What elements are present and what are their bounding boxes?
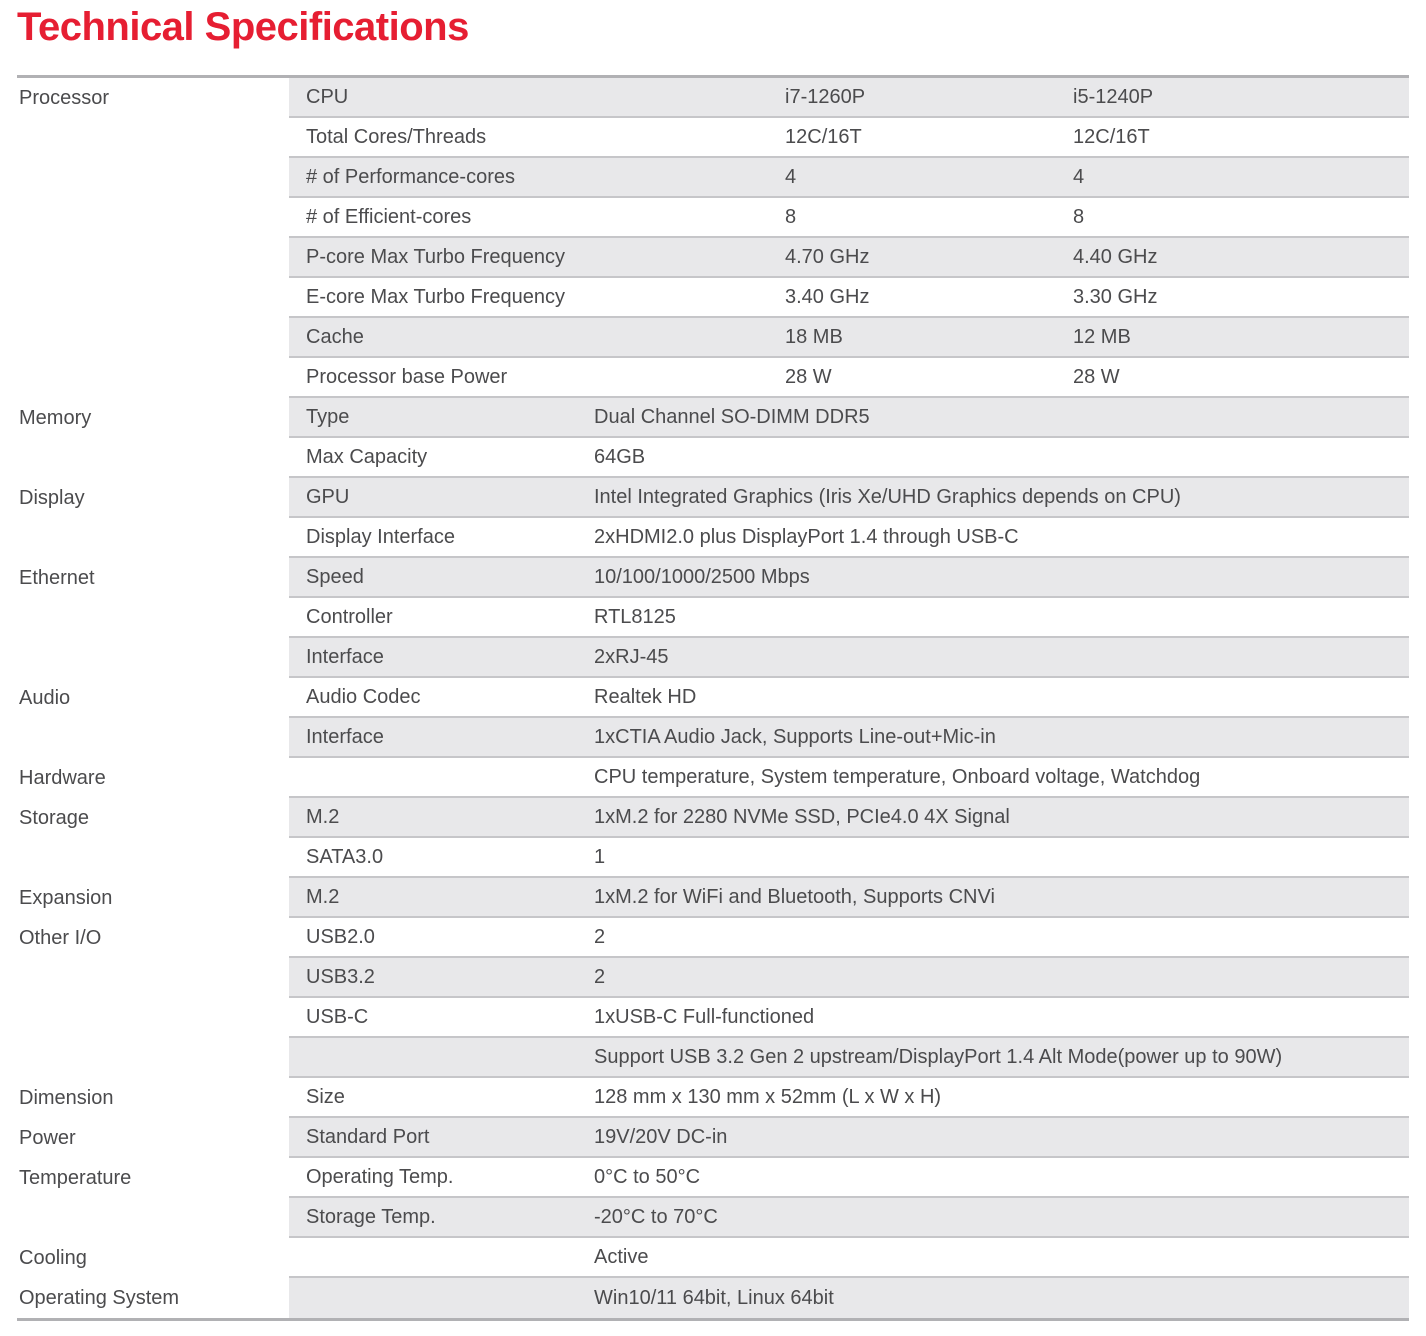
row-value: 1xCTIA Audio Jack, Supports Line-out+Mic-in	[594, 725, 996, 748]
row-stripe	[289, 558, 1409, 598]
category-label: Display	[19, 486, 85, 509]
row-stripe	[289, 238, 1409, 278]
row-value-1: 4	[785, 165, 797, 188]
table-row	[17, 1118, 1409, 1158]
row-stripe	[289, 678, 1409, 718]
row-value: 1	[594, 845, 606, 868]
row-value-1: 8	[785, 205, 797, 228]
row-stripe	[289, 518, 1409, 558]
row-label: Display Interface	[306, 525, 455, 548]
row-value-2: 4	[1073, 165, 1085, 188]
row-value: 1xUSB-C Full-functioned	[594, 1005, 815, 1028]
row-label: SATA3.0	[306, 845, 384, 868]
row-value: Support USB 3.2 Gen 2 upstream/DisplayPort 1.4 Alt Mode(power up to 90W)	[594, 1045, 1283, 1068]
category-label: Processor	[19, 86, 110, 109]
row-stripe	[289, 318, 1409, 358]
row-value-1: 28 W	[785, 365, 832, 388]
row-label: USB-C	[306, 1005, 369, 1028]
row-stripe	[289, 118, 1409, 158]
table-row	[17, 158, 1409, 198]
row-stripe	[289, 838, 1409, 878]
row-value: 64GB	[594, 445, 646, 468]
row-stripe	[289, 918, 1409, 958]
row-label	[289, 1238, 594, 1276]
row-stripe	[289, 758, 1409, 798]
category-label	[17, 998, 289, 1038]
table-row	[17, 1078, 1409, 1118]
category-label: Other I/O	[19, 926, 102, 949]
row-label: Total Cores/Threads	[306, 125, 487, 148]
row-stripe	[289, 1118, 1409, 1158]
row-label	[289, 1038, 594, 1076]
row-value-2: 28 W	[1073, 365, 1120, 388]
table-row	[17, 438, 1409, 478]
row-value-2: i5-1240P	[1073, 85, 1154, 108]
row-value-1: 3.40 GHz	[785, 285, 870, 308]
category-label: Temperature	[19, 1166, 132, 1189]
row-label: E-core Max Turbo Frequency	[306, 285, 565, 308]
row-value: Intel Integrated Graphics (Iris Xe/UHD Graphics depends on CPU)	[594, 485, 1181, 508]
category-label: Audio	[19, 686, 71, 709]
category-label	[17, 198, 289, 238]
table-row	[17, 678, 1409, 718]
table-row	[17, 998, 1409, 1038]
row-value: 2xRJ-45	[594, 645, 669, 668]
row-stripe	[289, 718, 1409, 758]
table-row	[17, 278, 1409, 318]
table-row	[17, 398, 1409, 438]
row-label: Max Capacity	[306, 445, 428, 468]
row-value-1: 12C/16T	[785, 125, 862, 148]
row-stripe	[289, 158, 1409, 198]
page-title: Technical Specifications	[17, 5, 469, 49]
row-label: USB2.0	[306, 925, 375, 948]
table-row	[17, 1198, 1409, 1238]
row-stripe	[289, 438, 1409, 478]
row-stripe	[289, 878, 1409, 918]
row-label: USB3.2	[306, 965, 375, 988]
category-label: Storage	[19, 806, 90, 829]
row-label: Speed	[306, 565, 364, 588]
row-stripe	[289, 278, 1409, 318]
row-label: Type	[306, 405, 350, 428]
row-stripe	[289, 958, 1409, 998]
row-stripe	[289, 398, 1409, 438]
row-label: Processor base Power	[306, 365, 508, 388]
table-row	[17, 1278, 1409, 1318]
row-value: CPU temperature, System temperature, Onboard voltage, Watchdog	[594, 765, 1201, 788]
row-value-1: 18 MB	[785, 325, 843, 348]
page-header	[17, 0, 1409, 75]
row-stripe	[289, 1158, 1409, 1198]
row-stripe	[289, 1278, 1409, 1318]
row-label: Controller	[306, 605, 393, 628]
row-value: 0°C to 50°C	[594, 1165, 701, 1188]
row-stripe	[289, 1238, 1409, 1278]
row-value: RTL8125	[594, 605, 676, 628]
row-stripe	[289, 78, 1409, 118]
category-label	[17, 438, 289, 478]
table-row	[17, 558, 1409, 598]
row-value-1: 4.70 GHz	[785, 245, 870, 268]
category-label	[17, 638, 289, 678]
category-label	[17, 118, 289, 158]
row-label: CPU	[306, 85, 349, 108]
table-row	[17, 718, 1409, 758]
row-label: Operating Temp.	[306, 1165, 454, 1188]
row-stripe	[289, 638, 1409, 678]
table-row	[17, 478, 1409, 518]
category-label	[17, 1038, 289, 1078]
table-row	[17, 878, 1409, 918]
row-stripe	[289, 798, 1409, 838]
row-value-2: 12 MB	[1073, 325, 1131, 348]
category-label: Hardware	[19, 766, 106, 789]
row-value: 2	[594, 965, 606, 988]
row-label: # of Performance-cores	[306, 165, 515, 188]
row-label: GPU	[306, 485, 350, 508]
row-value: -20°C to 70°C	[594, 1205, 718, 1228]
row-value: 2	[594, 925, 606, 948]
table-row	[17, 318, 1409, 358]
row-value: 1xM.2 for WiFi and Bluetooth, Supports CNVi	[594, 885, 995, 908]
row-stripe	[289, 998, 1409, 1038]
table-row	[17, 518, 1409, 558]
category-label	[17, 358, 289, 398]
table-row	[17, 198, 1409, 238]
table-row	[17, 1158, 1409, 1198]
row-value: 10/100/1000/2500 Mbps	[594, 565, 810, 588]
row-stripe	[289, 1198, 1409, 1238]
row-stripe	[289, 198, 1409, 238]
row-value: Realtek HD	[594, 685, 697, 708]
table-row	[17, 238, 1409, 278]
row-stripe	[289, 1038, 1409, 1078]
row-value: 2xHDMI2.0 plus DisplayPort 1.4 through USB-C	[594, 525, 1019, 548]
row-value: Dual Channel SO-DIMM DDR5	[594, 405, 870, 428]
row-label: Audio Codec	[306, 685, 421, 708]
row-label: P-core Max Turbo Frequency	[306, 245, 565, 268]
row-stripe	[289, 1078, 1409, 1118]
row-value-2: 3.30 GHz	[1073, 285, 1158, 308]
category-label: Cooling	[19, 1246, 87, 1269]
row-value-2: 12C/16T	[1073, 125, 1150, 148]
row-value: 19V/20V DC-in	[594, 1125, 728, 1148]
row-label: # of Efficient-cores	[306, 205, 472, 228]
row-stripe	[289, 358, 1409, 398]
row-label: M.2	[306, 805, 340, 828]
row-label	[289, 758, 594, 796]
category-label	[17, 158, 289, 198]
table-row	[17, 358, 1409, 398]
row-stripe	[289, 598, 1409, 638]
row-value: Active	[594, 1245, 649, 1268]
category-label	[17, 718, 289, 758]
table-row	[17, 118, 1409, 158]
category-label: Power	[19, 1126, 76, 1149]
table-row	[17, 758, 1409, 798]
category-label: Expansion	[19, 886, 113, 909]
category-label: Operating System	[19, 1286, 180, 1309]
category-label	[17, 838, 289, 878]
table-row	[17, 838, 1409, 878]
row-value-1: i7-1260P	[785, 85, 866, 108]
category-label	[17, 958, 289, 998]
table-row	[17, 798, 1409, 838]
table-row	[17, 638, 1409, 678]
row-value: 128 mm x 130 mm x 52mm (L x W x H)	[594, 1085, 942, 1108]
table-row	[17, 1238, 1409, 1278]
row-value: 1xM.2 for 2280 NVMe SSD, PCIe4.0 4X Signal	[594, 805, 1010, 828]
table-row	[17, 918, 1409, 958]
row-value-2: 8	[1073, 205, 1085, 228]
category-label	[17, 1198, 289, 1238]
row-label: Interface	[306, 725, 384, 748]
category-label	[17, 238, 289, 278]
table-row	[17, 78, 1409, 118]
row-label: Interface	[306, 645, 384, 668]
category-label	[17, 598, 289, 638]
category-label: Ethernet	[19, 566, 95, 589]
row-value: Win10/11 64bit, Linux 64bit	[594, 1286, 834, 1309]
row-label	[289, 1278, 594, 1318]
category-label	[17, 518, 289, 558]
category-label	[17, 318, 289, 358]
table-row	[17, 958, 1409, 998]
table-row	[17, 1038, 1409, 1078]
spec-table	[17, 75, 1409, 1321]
row-label: Size	[306, 1085, 345, 1108]
row-label: Storage Temp.	[306, 1205, 436, 1228]
category-label: Memory	[19, 406, 92, 429]
row-label: Standard Port	[306, 1125, 430, 1148]
row-stripe	[289, 478, 1409, 518]
category-label	[17, 278, 289, 318]
row-label: M.2	[306, 885, 340, 908]
row-value-2: 4.40 GHz	[1073, 245, 1158, 268]
category-label: Dimension	[19, 1086, 114, 1109]
row-label: Cache	[306, 325, 364, 348]
table-row	[17, 598, 1409, 638]
